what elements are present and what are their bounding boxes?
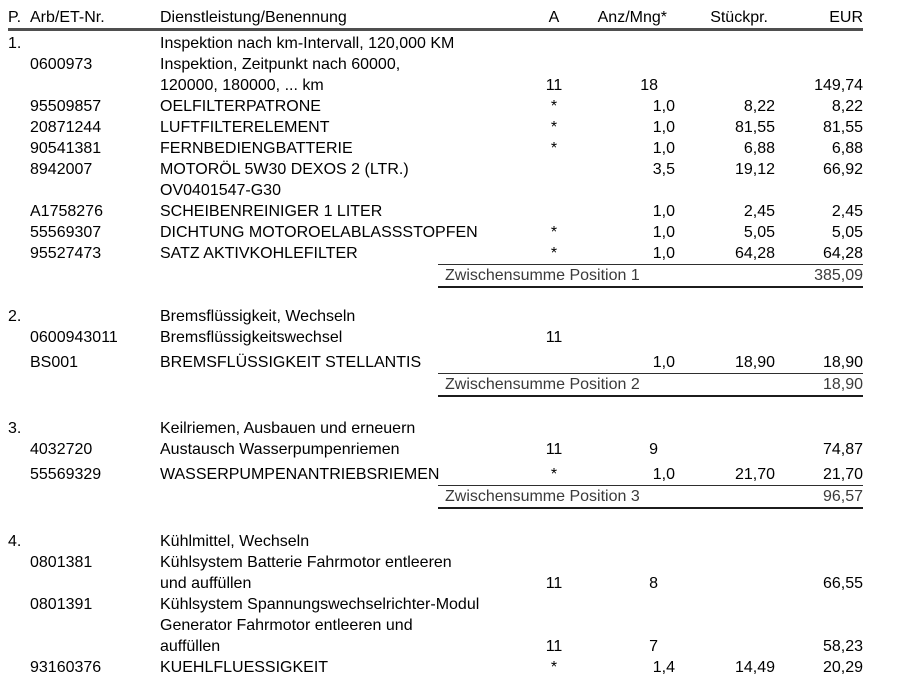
cell-quantity: 8 — [649, 575, 658, 592]
table-row — [8, 531, 863, 552]
cell-amount: 8,22 — [831, 98, 863, 115]
table-row — [8, 33, 863, 54]
cell-quantity: 7 — [649, 638, 658, 655]
cell-part-number: 0600943011 — [30, 329, 118, 346]
cell-quantity: 1,0 — [652, 224, 675, 241]
table-row — [8, 327, 863, 348]
cell-position — [8, 96, 30, 117]
table-row — [8, 418, 863, 439]
cell-quantity: 1,0 — [652, 245, 675, 262]
cell-a-flag — [540, 306, 568, 327]
cell-quantity: 1,0 — [652, 203, 675, 220]
cell-position — [8, 552, 30, 573]
cell-amount — [775, 418, 863, 439]
cell-unit-price — [675, 573, 775, 594]
cell-position — [8, 573, 30, 594]
cell-a-flag — [540, 180, 568, 201]
cell-a-flag: * — [550, 245, 558, 262]
subtotal-row — [438, 373, 863, 397]
cell-quantity: 1,4 — [652, 659, 675, 676]
cell-unit-price: 6,88 — [743, 140, 775, 157]
cell-quantity — [568, 54, 675, 75]
cell-description: OELFILTERPATRONE — [160, 98, 321, 115]
subtotal-value: 18,90 — [822, 376, 863, 393]
cell-part-number: 4032720 — [30, 441, 93, 458]
cell-description: BREMSFLÜSSIGKEIT STELLANTIS — [160, 354, 422, 371]
cell-part-number: 0801381 — [30, 554, 93, 571]
table-row — [8, 138, 863, 159]
table-row — [8, 243, 863, 264]
cell-amount: 81,55 — [822, 119, 863, 136]
cell-quantity: 1,0 — [652, 119, 675, 136]
cell-description: FERNBEDIENGBATTERIE — [160, 140, 353, 157]
table-row — [8, 159, 863, 180]
cell-description: SCHEIBENREINIGER 1 LITER — [160, 203, 383, 220]
cell-quantity — [568, 306, 675, 327]
cell-amount — [775, 594, 863, 615]
cell-a-flag: 11 — [545, 329, 563, 346]
cell-quantity — [568, 418, 675, 439]
cell-quantity — [568, 180, 675, 201]
cell-position — [8, 352, 30, 373]
cell-quantity — [568, 615, 675, 636]
subtotal-row — [438, 485, 863, 509]
cell-unit-price: 81,55 — [734, 119, 775, 136]
cell-part-number — [30, 75, 160, 96]
cell-unit-price: 64,28 — [734, 245, 775, 262]
cell-description: Austausch Wasserpumpenriemen — [160, 441, 400, 458]
cell-a-flag: 11 — [545, 575, 563, 592]
cell-unit-price — [675, 54, 775, 75]
cell-part-number — [30, 636, 160, 657]
cell-description: Kühlmittel, Wechseln — [160, 533, 310, 550]
position-section — [8, 418, 863, 509]
cell-quantity — [568, 594, 675, 615]
cell-unit-price — [675, 327, 775, 348]
cell-part-number: A1758276 — [30, 203, 103, 220]
cell-a-flag — [540, 531, 568, 552]
subtotal-label: Zwischensumme Position 1 — [445, 267, 640, 284]
subtotal-row — [438, 264, 863, 288]
cell-amount — [775, 306, 863, 327]
cell-a-flag — [540, 33, 568, 54]
cell-unit-price — [675, 615, 775, 636]
cell-description: und auffüllen — [160, 575, 252, 592]
cell-a-flag — [540, 159, 568, 180]
cell-part-number: 20871244 — [30, 119, 102, 136]
cell-description: Keilriemen, Ausbauen und erneuern — [160, 420, 416, 437]
position-section — [8, 531, 863, 678]
cell-unit-price — [675, 636, 775, 657]
cell-a-flag: 11 — [545, 441, 563, 458]
header-position: P. — [8, 9, 22, 26]
cell-position — [8, 327, 30, 348]
cell-a-flag: * — [550, 224, 558, 241]
table-row — [8, 464, 863, 485]
cell-part-number: 93160376 — [30, 659, 102, 676]
cell-part-number — [30, 615, 160, 636]
table-row — [8, 222, 863, 243]
cell-position — [8, 201, 30, 222]
header-quantity: Anz/Mng* — [597, 9, 667, 26]
cell-position — [8, 439, 30, 460]
cell-a-flag: * — [550, 466, 558, 483]
cell-part-number — [30, 33, 160, 54]
cell-position: 3. — [8, 420, 22, 437]
table-row — [8, 75, 863, 96]
cell-position — [8, 243, 30, 264]
cell-unit-price — [675, 552, 775, 573]
cell-unit-price — [675, 306, 775, 327]
cell-position: 2. — [8, 308, 22, 325]
cell-part-number: BS001 — [30, 354, 79, 371]
cell-description: Kühlsystem Spannungswechselrichter-Modul — [160, 596, 480, 613]
cell-amount: 58,23 — [822, 638, 863, 655]
cell-part-number: 95527473 — [30, 245, 102, 262]
cell-amount: 66,55 — [822, 575, 863, 592]
cell-unit-price — [675, 33, 775, 54]
cell-amount: 21,70 — [822, 466, 863, 483]
cell-part-number: 8942007 — [30, 161, 93, 178]
cell-amount: 64,28 — [822, 245, 863, 262]
cell-part-number — [30, 306, 160, 327]
cell-description: DICHTUNG MOTOROELABLASSSTOPFEN — [160, 224, 478, 241]
cell-a-flag — [540, 552, 568, 573]
cell-amount — [775, 531, 863, 552]
cell-part-number: 55569329 — [30, 466, 102, 483]
subtotal-label: Zwischensumme Position 3 — [445, 488, 640, 505]
cell-part-number: 0801391 — [30, 596, 93, 613]
table-row — [8, 594, 863, 615]
cell-description: WASSERPUMPENANTRIEBSRIEMEN — [160, 466, 440, 483]
table-row — [8, 96, 863, 117]
cell-quantity: 18 — [640, 77, 658, 94]
cell-unit-price: 8,22 — [743, 98, 775, 115]
cell-a-flag — [540, 54, 568, 75]
cell-position — [8, 117, 30, 138]
subtotal-value: 96,57 — [822, 488, 863, 505]
cell-amount — [775, 327, 863, 348]
cell-part-number — [30, 180, 160, 201]
cell-description: Kühlsystem Batterie Fahrmotor entleeren — [160, 554, 452, 571]
cell-position — [8, 180, 30, 201]
table-row — [8, 636, 863, 657]
cell-a-flag: * — [550, 98, 558, 115]
cell-description: Generator Fahrmotor entleeren und — [160, 617, 413, 634]
cell-quantity — [568, 33, 675, 54]
header-description: Dienstleistung/Benennung — [160, 9, 347, 26]
cell-position — [8, 657, 30, 678]
table-row — [8, 352, 863, 373]
cell-amount: 18,90 — [822, 354, 863, 371]
header-a-flag: A — [548, 9, 560, 26]
table-header — [8, 7, 863, 31]
cell-description: Bremsflüssigkeitswechsel — [160, 329, 343, 346]
cell-unit-price — [675, 439, 775, 460]
cell-amount — [775, 54, 863, 75]
cell-a-flag: * — [550, 659, 558, 676]
cell-position — [8, 159, 30, 180]
cell-unit-price: 5,05 — [743, 224, 775, 241]
cell-amount: 5,05 — [831, 224, 863, 241]
cell-unit-price — [675, 180, 775, 201]
subtotal-label: Zwischensumme Position 2 — [445, 376, 640, 393]
cell-position — [8, 222, 30, 243]
table-row — [8, 615, 863, 636]
table-row — [8, 552, 863, 573]
cell-amount: 74,87 — [822, 441, 863, 458]
cell-position — [8, 138, 30, 159]
cell-unit-price — [675, 531, 775, 552]
cell-unit-price — [675, 75, 775, 96]
table-row — [8, 201, 863, 222]
table-row — [8, 117, 863, 138]
cell-quantity: 1,0 — [652, 466, 675, 483]
position-section — [8, 306, 863, 397]
cell-quantity: 9 — [649, 441, 658, 458]
cell-amount: 66,92 — [822, 161, 863, 178]
cell-position: 1. — [8, 35, 22, 52]
cell-description: OV0401547-G30 — [160, 182, 281, 199]
cell-quantity — [568, 327, 675, 348]
cell-amount — [775, 552, 863, 573]
table-row — [8, 54, 863, 75]
cell-unit-price: 2,45 — [743, 203, 775, 220]
cell-description: Inspektion, Zeitpunkt nach 60000, — [160, 56, 401, 73]
cell-unit-price — [675, 594, 775, 615]
cell-position — [8, 54, 30, 75]
cell-description: auffüllen — [160, 638, 221, 655]
cell-position — [8, 636, 30, 657]
position-section — [8, 33, 863, 288]
header-unit-price: Stückpr. — [710, 9, 768, 26]
table-row — [8, 306, 863, 327]
cell-a-flag — [540, 615, 568, 636]
cell-amount — [775, 33, 863, 54]
cell-part-number: 55569307 — [30, 224, 102, 241]
cell-description: Bremsflüssigkeit, Wechseln — [160, 308, 356, 325]
table-body — [8, 33, 863, 678]
cell-unit-price — [675, 418, 775, 439]
cell-part-number: 95509857 — [30, 98, 102, 115]
cell-quantity — [568, 531, 675, 552]
header-part-number: Arb/ET-Nr. — [30, 9, 105, 26]
cell-description: Inspektion nach km-Intervall, 120,000 KM — [160, 35, 455, 52]
cell-a-flag: * — [550, 119, 558, 136]
cell-unit-price: 21,70 — [734, 466, 775, 483]
table-row — [8, 439, 863, 460]
cell-amount: 20,29 — [822, 659, 863, 676]
cell-quantity: 1,0 — [652, 98, 675, 115]
cell-position — [8, 464, 30, 485]
subtotal-value: 385,09 — [814, 267, 863, 284]
cell-quantity — [568, 552, 675, 573]
table-row — [8, 573, 863, 594]
cell-part-number: 90541381 — [30, 140, 102, 157]
cell-description: MOTORÖL 5W30 DEXOS 2 (LTR.) — [160, 161, 409, 178]
cell-description: SATZ AKTIVKOHLEFILTER — [160, 245, 358, 262]
cell-amount — [775, 180, 863, 201]
cell-position — [8, 75, 30, 96]
cell-amount: 2,45 — [831, 203, 863, 220]
cell-amount: 149,74 — [814, 77, 863, 94]
table-row — [8, 657, 863, 678]
cell-amount — [775, 615, 863, 636]
cell-a-flag — [540, 352, 568, 373]
cell-a-flag — [540, 418, 568, 439]
cell-part-number — [30, 573, 160, 594]
cell-a-flag: 11 — [545, 638, 563, 655]
cell-description: KUEHLFLUESSIGKEIT — [160, 659, 329, 676]
cell-position — [8, 594, 30, 615]
table-row — [8, 180, 863, 201]
cell-unit-price: 14,49 — [734, 659, 775, 676]
cell-part-number — [30, 531, 160, 552]
cell-a-flag — [540, 594, 568, 615]
cell-a-flag: 11 — [545, 77, 563, 94]
cell-part-number — [30, 418, 160, 439]
cell-unit-price: 18,90 — [734, 354, 775, 371]
cell-position — [8, 615, 30, 636]
cell-a-flag — [540, 201, 568, 222]
cell-quantity: 1,0 — [652, 140, 675, 157]
header-amount: EUR — [829, 9, 863, 26]
cell-amount: 6,88 — [831, 140, 863, 157]
cell-description: LUFTFILTERELEMENT — [160, 119, 330, 136]
cell-position: 4. — [8, 533, 22, 550]
cell-quantity: 1,0 — [652, 354, 675, 371]
cell-description: 120000, 180000, ... km — [160, 77, 324, 94]
cell-part-number: 0600973 — [30, 56, 93, 73]
cell-unit-price: 19,12 — [734, 161, 775, 178]
cell-quantity: 3,5 — [652, 161, 675, 178]
cell-a-flag: * — [550, 140, 558, 157]
